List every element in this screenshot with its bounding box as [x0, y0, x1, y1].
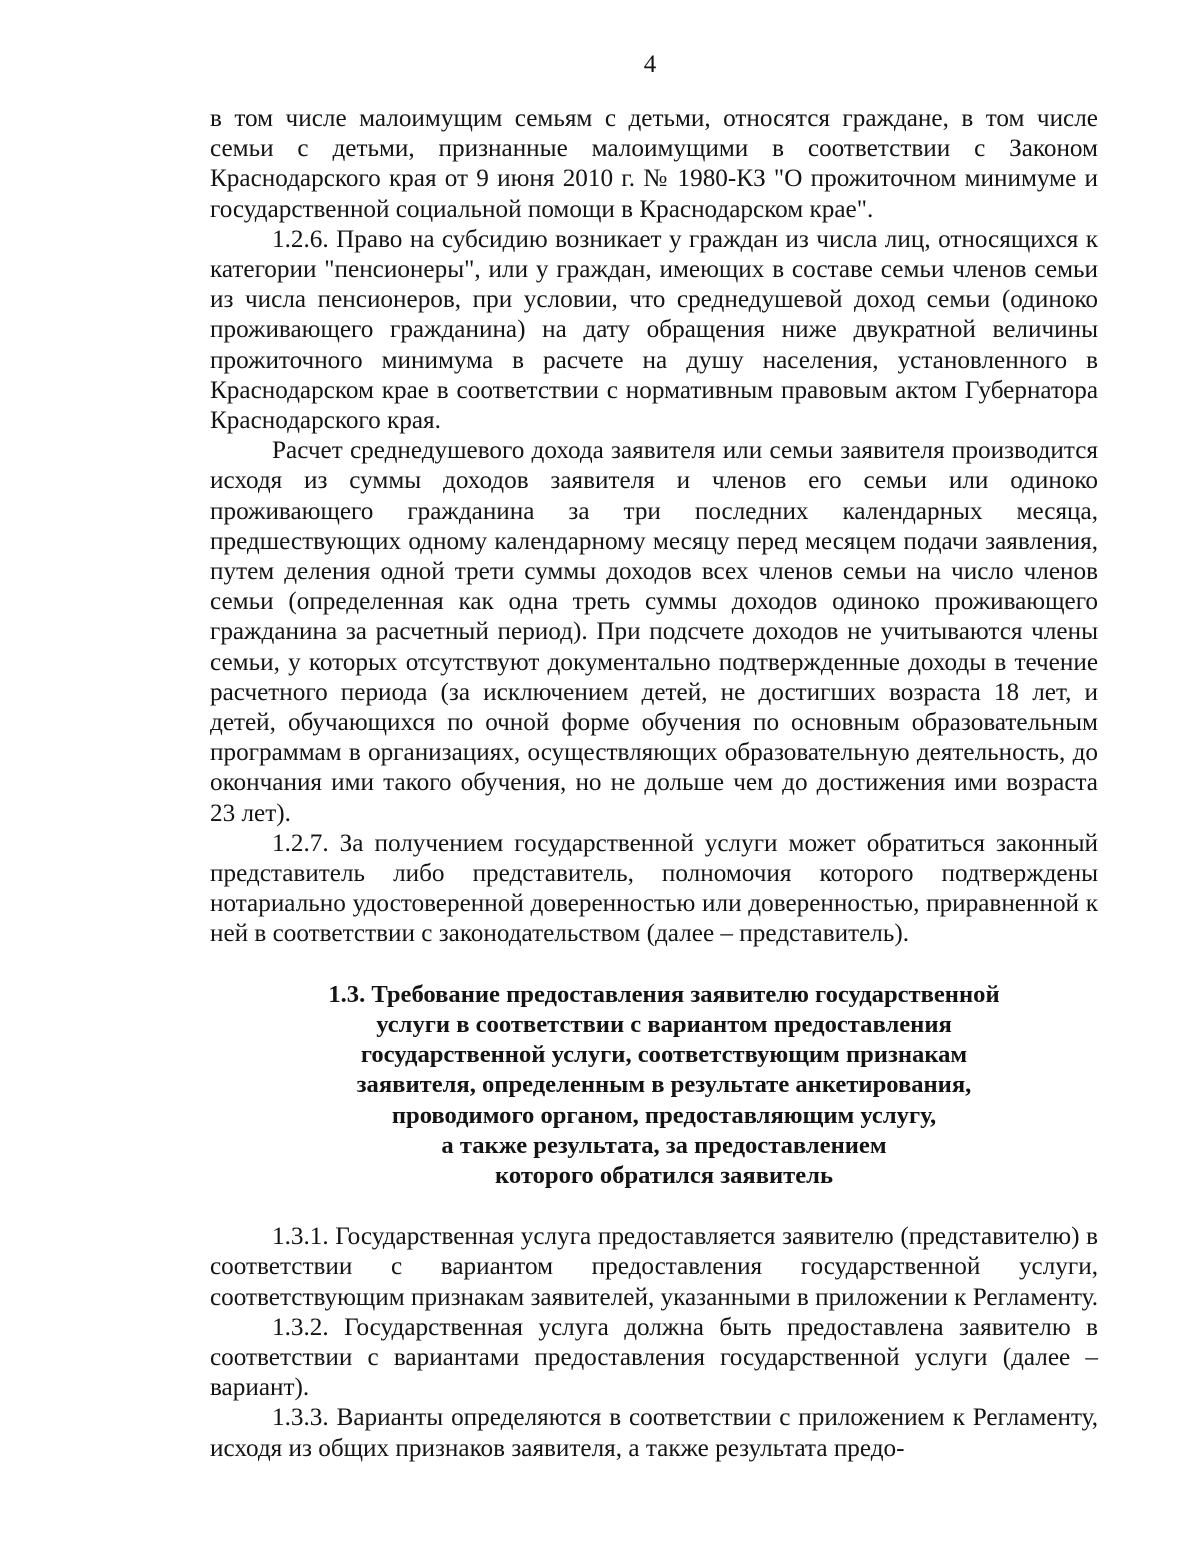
paragraph-1-3-1: 1.3.1. Государственная услуга предоставляется заявителю (представителю) в соответствии с вариантом предоставления государственной услуги, соответствующим признакам заявителей, указанными в приложении к Регламенту. [210, 1223, 1098, 1311]
paragraph-income-calculation: Расчет среднедушевого дохода заявителя или семьи заявителя производится исходя из суммы доходов заявителя и членов его семьи или одиноко проживающего гражданина за три последних календарных месяца, предшествующих одному календарному месяцу перед месяцем подачи заявления, путем деления одной трети суммы доходов всех членов семьи на число членов семьи (определенная как одна треть суммы доходов одиноко проживающего гражданина за расчетный период). При подсчете доходов не учитываются члены семьи, у которых отсутствуют документально подтвержденные доходы в течение расчетного периода (за исключением детей, не достигших возраста 18 лет, и детей, обучающихся по очной форме обучения по основным образовательным программам в организациях, осуществляющих образовательную деятельность, до окончания ими такого обучения, но не дольше чем до достижения ими возраста 23 лет). [210, 437, 1098, 827]
heading-line: проводимого органом, предоставляющим услугу, [391, 1101, 937, 1129]
heading-line: а также результата, за предоставлением [441, 1131, 887, 1159]
page-number: 4 [643, 51, 657, 78]
heading-line: которого обратился заявитель [495, 1161, 833, 1189]
heading-line: заявителя, определенным в результате анкетирования, [356, 1071, 972, 1099]
heading-line: 1.3. Требование предоставления заявителю государственной [328, 980, 1000, 1008]
heading-line: государственной услуги, соответствующим признакам [360, 1041, 968, 1069]
section-heading-1-3 [210, 980, 1098, 1191]
paragraph-1-3-3: 1.3.3. Варианты определяются в соответствии с приложением к Регламенту, исходя из общих признаков заявителя, а также результата предо- [210, 1404, 1098, 1462]
paragraphs-after-heading [210, 1222, 1098, 1464]
document-body [210, 104, 1098, 1464]
paragraph-1-2-7: 1.2.7. За получением государственной услуги может обратиться законный представитель либо представитель, полномочия которого подтверждены нотариально удостоверенной доверенностью или доверенностью, приравненной к ней в соответствии с законодательством (далее – представитель). [210, 829, 1098, 948]
paragraphs-before-heading [210, 104, 1098, 950]
paragraph-continuation: в том числе малоимущим семьям с детьми, относятся граждане, в том числе семьи с детьми, признанные малоимущими в соответствии с Законом Краснодарского края от 9 июня 2010 г. № 1980-КЗ "О прожиточном минимуме и государственной социальной помощи в Краснодарском крае". [210, 105, 1098, 223]
paragraph-1-2-6: 1.2.6. Право на субсидию возникает у граждан из числа лиц, относящихся к категории "пенсионеры", или у граждан, имеющих в составе семьи членов семьи из числа пенсионеров, при условии, что среднедушевой доход семьи (одиноко проживающего гражданина) на дату обращения ниже двукратной величины прожиточного минимума в расчете на душу населения, установленного в Краснодарском крае в соответствии с нормативным правовым актом Губернатора Краснодарского края. [210, 225, 1098, 435]
heading-line: услуги в соответствии с вариантом предоставления [376, 1010, 952, 1038]
paragraph-1-3-2: 1.3.2. Государственная услуга должна быть предоставлена заявителю в соответствии с вариантами предоставления государственной услуги (далее – вариант). [210, 1313, 1098, 1402]
